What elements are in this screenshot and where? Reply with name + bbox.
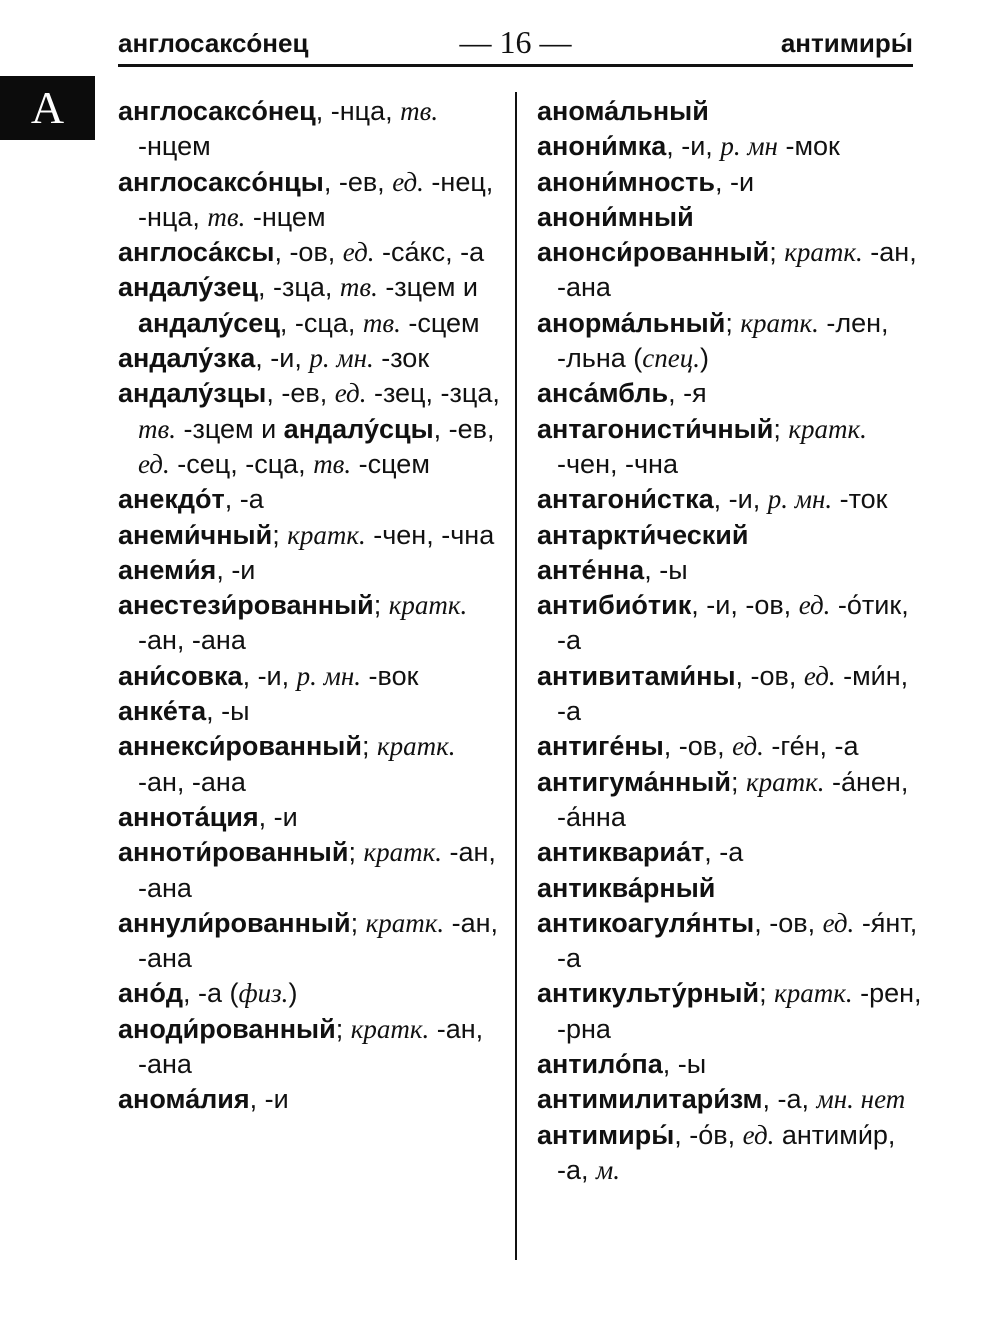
headword: анеми́чный (118, 519, 273, 550)
entry-text: -я́нт, -а (557, 907, 918, 974)
grammar-abbrev: тв. (313, 448, 352, 479)
dictionary-entry (537, 976, 922, 1047)
entry-text: , -зца, (257, 272, 340, 303)
headword: антимиры́ (537, 1119, 675, 1150)
entry-text: , -ев, (433, 413, 495, 444)
entry-text: -сцем (400, 307, 480, 338)
guide-word-first: англосаксо́нец (118, 28, 309, 58)
entry-text: -о́тик, -а (557, 590, 909, 656)
entry-text: , -ев, (266, 378, 335, 409)
headword: антивитами́ны (537, 660, 736, 691)
grammar-abbrev: ед. (803, 660, 836, 691)
headword: антиквариа́т (537, 837, 705, 868)
column-divider (515, 92, 517, 1260)
grammar-abbrev: ед. (342, 237, 375, 268)
entry-text: ; (335, 1013, 351, 1044)
dictionary-entry (537, 659, 922, 730)
headword: анке́та (118, 696, 207, 727)
dictionary-entry (537, 729, 922, 764)
entry-text: , -о́в, (674, 1119, 743, 1150)
entry-text: -а́нен, -а́нна (557, 766, 909, 832)
entry-text: -ан, -ана (557, 237, 917, 303)
headword: антибио́тик (537, 590, 692, 621)
dictionary-entry (118, 376, 500, 482)
entry-text: , -и, (666, 131, 721, 162)
grammar-abbrev: р. мн. (309, 343, 374, 374)
grammar-abbrev: кратк. (365, 907, 445, 938)
entry-text: ; (272, 519, 288, 550)
grammar-abbrev: кратк. (376, 731, 456, 762)
grammar-abbrev: кратк. (287, 519, 366, 550)
headword: анони́мный (537, 201, 694, 232)
grammar-abbrev: кратк. (350, 1013, 430, 1044)
entry-text: , -ы (662, 1049, 707, 1080)
entry-text: , -ов, (735, 660, 804, 691)
entry-text: , -ы (206, 696, 250, 727)
headword: аннота́ция (118, 801, 259, 832)
headword: аноди́рованный (118, 1013, 336, 1044)
headword: анекдо́т (118, 484, 225, 515)
headword: анонси́рованный (537, 237, 770, 268)
entry-text: -ан, -ана (138, 625, 246, 656)
dictionary-entry (118, 1012, 500, 1083)
grammar-abbrev: кратк. (784, 237, 863, 268)
entry-text: , -а ( (182, 978, 239, 1009)
grammar-abbrev: ед. (798, 590, 831, 621)
entry-text: , -и (249, 1084, 289, 1115)
grammar-abbrev: м. (596, 1154, 620, 1185)
dictionary-entry (537, 871, 922, 906)
dictionary-entry (118, 165, 500, 236)
running-head (118, 24, 913, 67)
headword: андалу́зец (118, 272, 258, 303)
entry-text: -ге́н, -а (763, 731, 859, 762)
grammar-abbrev: ед. (334, 378, 367, 409)
headword: антикульту́рный (537, 978, 760, 1009)
grammar-abbrev: р. мн. (767, 484, 833, 515)
entry-text: -зцем и (175, 413, 284, 444)
entry-text: ; (725, 307, 741, 338)
headword: анома́лия (118, 1084, 250, 1115)
grammar-abbrev: р. мн. (296, 660, 362, 691)
grammar-abbrev: тв. (339, 272, 378, 303)
grammar-abbrev: кратк. (788, 413, 867, 444)
dictionary-entry (118, 800, 500, 835)
grammar-abbrev: кратк. (740, 307, 819, 338)
grammar-abbrev: тв. (362, 307, 401, 338)
entry-text: ; (759, 978, 775, 1009)
entry-text: , -я (668, 378, 707, 409)
entry-text: , -и, (713, 484, 768, 515)
entry-text: , -и (714, 166, 755, 197)
dictionary-entry (118, 518, 500, 553)
dictionary-entry (118, 1082, 500, 1117)
entry-text: -рен, -рна (557, 978, 922, 1044)
entry-text: -сцем (351, 448, 430, 479)
headword: аннули́рованный (118, 907, 351, 938)
entry-text: -ан, -ана (138, 907, 499, 974)
entry-text: , -нца, (315, 96, 401, 126)
entry-text: ) (288, 978, 298, 1009)
headword: англоса́ксы (118, 237, 275, 268)
entry-text: , -а (704, 837, 744, 868)
entry-text: -нцем (138, 131, 211, 162)
dictionary-entry (118, 659, 500, 694)
dictionary-entry (537, 906, 922, 977)
grammar-abbrev: кратк. (745, 766, 825, 797)
entry-text: ) (699, 343, 709, 374)
dictionary-entry (537, 306, 922, 377)
grammar-abbrev: кратк. (388, 590, 468, 621)
headword: аннекси́рованный (118, 731, 362, 762)
dictionary-entry (537, 553, 922, 588)
headword: антигума́нный (537, 766, 731, 797)
dictionary-entry (537, 376, 922, 411)
entry-text: , -и (258, 801, 298, 832)
entry-text: , -ов, (754, 907, 823, 938)
entry-text: -сец, -сца, (169, 448, 314, 479)
headword: антиге́ны (537, 731, 664, 762)
dictionary-entry (537, 1082, 922, 1117)
dictionary-entry (118, 729, 500, 800)
entry-text: -ан, -ана (138, 1013, 484, 1080)
grammar-abbrev: ед. (138, 448, 170, 479)
entry-text: -са́кс, -а (374, 237, 485, 268)
headword: анса́мбль (537, 378, 669, 409)
headword: антило́па (537, 1049, 663, 1080)
dictionary-entry (118, 553, 500, 588)
grammar-abbrev: р. мн (720, 131, 778, 162)
headword: антиква́рный (537, 872, 716, 903)
entry-text: , -ы (644, 554, 688, 585)
entry-text: ; (769, 237, 785, 268)
grammar-abbrev: ед. (822, 907, 855, 938)
entry-text: -вок (361, 660, 419, 691)
entry-text: -зок (373, 343, 430, 374)
headword: андалу́сец (138, 307, 280, 338)
headword: антагонисти́чный (537, 413, 774, 444)
headword: антикоагуля́нты (537, 907, 755, 938)
entry-text: -мок (777, 131, 840, 162)
entry-text: -нец, -нца, (138, 166, 494, 232)
dictionary-entry (537, 1047, 922, 1082)
headword: андалу́зцы (118, 378, 267, 409)
entry-text: ; (373, 590, 389, 621)
entry-text: ; (361, 731, 377, 762)
entry-text: , -и, -ов, (691, 590, 799, 621)
dictionary-entry (537, 1118, 922, 1189)
dictionary-entry (537, 412, 922, 483)
headword: анестези́рованный (118, 590, 374, 621)
headword: англосаксо́нцы (118, 166, 324, 197)
dictionary-entry (537, 482, 922, 517)
grammar-abbrev: ед. (742, 1119, 775, 1150)
dictionary-entry (118, 906, 500, 977)
dictionary-entry (118, 270, 500, 341)
headword: анома́льный (537, 96, 709, 126)
entry-text: , -и (216, 554, 256, 585)
headword: анони́мка (537, 131, 667, 162)
dictionary-entry (537, 165, 922, 200)
dictionary-entry (537, 765, 922, 836)
entry-text: -ан, -ана (138, 766, 246, 797)
dictionary-entry (537, 835, 922, 870)
dictionary-entry (118, 588, 500, 659)
left-column (118, 94, 500, 1118)
entry-text: -ми́н, -а (557, 660, 909, 727)
entry-text: , -и, (255, 343, 310, 374)
dictionary-entry (118, 94, 500, 165)
entry-text: , -а, (762, 1084, 817, 1115)
dictionary-entry (537, 235, 922, 306)
entry-text: ; (730, 766, 746, 797)
grammar-abbrev: кратк. (774, 978, 853, 1009)
headword: анорма́льный (537, 307, 726, 338)
entry-text: ; (350, 907, 366, 938)
entry-text: антими́р, -а, (557, 1119, 896, 1185)
entry-text: , -ов, (663, 731, 733, 762)
headword: англосаксо́нец (118, 96, 316, 126)
grammar-abbrev: мн. нет (816, 1084, 906, 1115)
dictionary-entry (537, 200, 922, 235)
dictionary-entry (118, 976, 500, 1011)
headword: антагони́стка (537, 484, 714, 515)
grammar-abbrev: ед. (732, 731, 764, 762)
dictionary-entry (118, 482, 500, 517)
headword: ано́д (118, 978, 183, 1009)
grammar-abbrev: ед. (392, 166, 424, 197)
headword: анте́нна (537, 554, 645, 585)
headword: антаркти́ческий (537, 519, 749, 550)
dictionary-entry (118, 835, 500, 906)
entry-text: , -а (224, 484, 264, 515)
entry-text: , -и, (242, 660, 297, 691)
grammar-abbrev: физ. (238, 978, 289, 1009)
entry-text: -лен, -льна ( (557, 307, 889, 374)
grammar-abbrev: кратк. (363, 837, 442, 868)
dictionary-entry (537, 129, 922, 164)
headword: андалу́сцы (283, 413, 434, 444)
headword: аннoти́рованный (118, 837, 349, 868)
entry-text: ; (348, 837, 364, 868)
entry-text: -чен, -чна (365, 519, 495, 550)
dictionary-entry (118, 341, 500, 376)
grammar-abbrev: тв. (207, 201, 246, 232)
entry-text: ; (773, 413, 789, 444)
entry-text: , -ов, (274, 237, 343, 268)
alphabet-thumb-tab: А (0, 76, 95, 140)
page-number: — 16 — (459, 24, 572, 60)
headword: анони́мность (537, 166, 715, 197)
entry-text: -ток (832, 484, 888, 515)
dictionary-entry (537, 518, 922, 553)
dictionary-entry (118, 694, 500, 729)
entry-text: -ан, -ана (138, 837, 496, 903)
entry-text: , -ев, (323, 166, 393, 197)
headword: анеми́я (118, 554, 217, 585)
entry-text: -зец, -зца, (366, 378, 500, 409)
dictionary-entry (537, 588, 922, 659)
entry-text: -зцем и (377, 272, 479, 303)
headword: антимилитари́зм (537, 1084, 763, 1115)
entry-text: , -сца, (279, 307, 363, 338)
guide-word-last: антимиры́ (780, 28, 913, 58)
entry-text: -чен, -чна (557, 448, 678, 479)
grammar-abbrev: тв. (400, 96, 439, 126)
grammar-abbrev: тв. (138, 413, 176, 444)
headword: ани́совка (118, 660, 243, 691)
dictionary-entry (118, 235, 500, 270)
dictionary-entry (537, 94, 922, 129)
entry-text: -нцем (245, 201, 326, 232)
grammar-abbrev: спец. (642, 343, 700, 374)
right-column (537, 94, 922, 1188)
headword: андалу́зка (118, 343, 256, 374)
